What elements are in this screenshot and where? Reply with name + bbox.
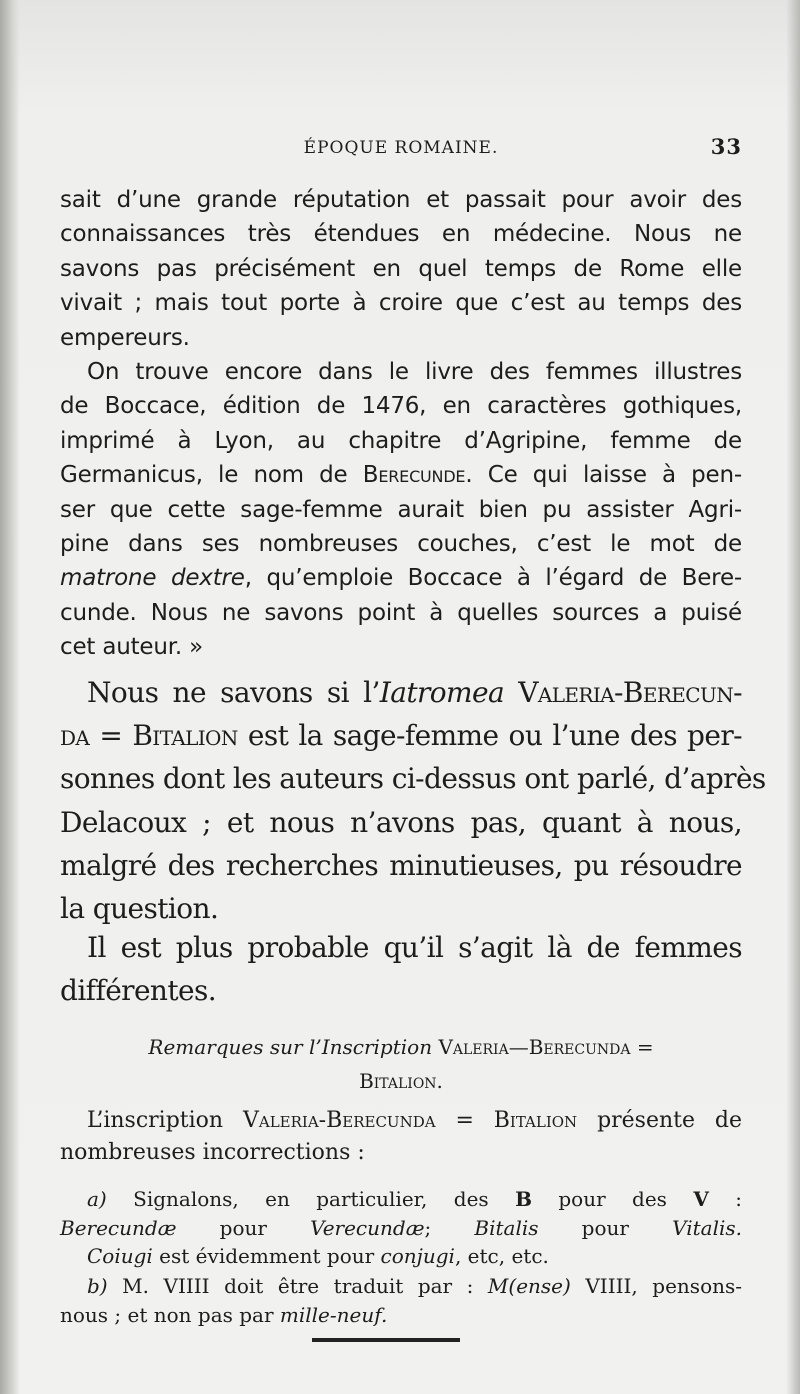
italic-term: matrone dextre bbox=[60, 565, 245, 592]
section-heading bbox=[60, 1030, 742, 1098]
text-line: imprimé à Lyon, au chapitre d’Agripine, femme de bbox=[60, 427, 742, 454]
text-run: , qu’emploie Boccace à l’égard de Bere- bbox=[244, 565, 742, 592]
letter-b: B bbox=[515, 1187, 532, 1211]
text-run: M. VIIII doit être traduit par : bbox=[107, 1274, 488, 1298]
text-line: malgré des recherches minutieuses, pu résoudre bbox=[60, 848, 742, 882]
letter-v: V bbox=[693, 1187, 709, 1211]
text-line: Delacoux ; et nous n’avons pas, quant à nous, bbox=[60, 805, 742, 839]
text-run: est évidemment pour bbox=[152, 1244, 381, 1268]
text-run: Germanicus, le nom de bbox=[60, 462, 348, 489]
text-run: est la sage-femme ou l’une des per- bbox=[237, 719, 742, 753]
text-run: nous ; et non pas par bbox=[60, 1302, 280, 1327]
text-run: Nous ne savons si l’ bbox=[87, 676, 380, 709]
text-run: pour bbox=[176, 1215, 311, 1240]
italic-term: mille-neuf. bbox=[279, 1302, 388, 1327]
italic-term: Berecundæ bbox=[60, 1215, 177, 1240]
name-bitalion: Bitalion bbox=[132, 719, 238, 753]
italic-term: conjugi bbox=[380, 1244, 455, 1268]
text-run: pour bbox=[538, 1215, 673, 1240]
text-line: différentes. bbox=[60, 974, 217, 1008]
remarks-intro bbox=[60, 1105, 742, 1169]
text-line bbox=[60, 671, 742, 714]
text-line: empereurs. bbox=[60, 324, 190, 351]
text-line: On trouve encore dans le livre des femmes illustres bbox=[87, 359, 742, 386]
text-run: = bbox=[435, 1108, 494, 1133]
text-line bbox=[60, 1301, 742, 1330]
heading-line bbox=[60, 1030, 742, 1064]
remark-b bbox=[60, 1272, 742, 1329]
heading-name: Valeria—Berecunda = bbox=[438, 1035, 654, 1059]
heading-line bbox=[60, 1064, 742, 1098]
page-edge-shadow-right bbox=[786, 0, 800, 1394]
italic-term: M(ense) bbox=[487, 1274, 571, 1298]
page-number: 33 bbox=[710, 134, 742, 159]
text-line bbox=[60, 714, 742, 757]
text-line bbox=[60, 1105, 742, 1137]
italic-term: Coiugi bbox=[87, 1244, 153, 1268]
text-line bbox=[60, 1185, 742, 1214]
running-header bbox=[60, 134, 742, 164]
text-run: pour des bbox=[531, 1187, 694, 1211]
text-line: sonnes dont les auteurs ci-dessus ont parlé, d’après bbox=[60, 762, 766, 796]
name-bitalion: Bitalion bbox=[493, 1108, 578, 1133]
text-line: pine dans ses nombreuses couches, c’est le mot de bbox=[60, 531, 742, 558]
heading-name: Bitalion. bbox=[359, 1069, 443, 1093]
text-line: nombreuses incorrections : bbox=[60, 1140, 365, 1165]
second-paragraph bbox=[60, 926, 742, 1012]
text-line bbox=[60, 1272, 742, 1301]
text-line: cunde. Nous ne savons point à quelles sources a puisé bbox=[60, 599, 742, 626]
main-paragraph bbox=[60, 671, 766, 930]
italic-term: Iatromea bbox=[379, 676, 505, 709]
text-line: la question. bbox=[60, 892, 219, 926]
text-run: présente de bbox=[577, 1108, 743, 1133]
text-run bbox=[504, 676, 518, 709]
text-run: = bbox=[89, 719, 133, 753]
text-line bbox=[60, 1214, 742, 1243]
text-run: . Ce qui laisse à pen- bbox=[465, 462, 742, 489]
italic-term: Bitalis bbox=[474, 1215, 539, 1240]
text-line bbox=[60, 458, 742, 492]
quoted-passage bbox=[60, 183, 742, 665]
text-run: L’inscription bbox=[87, 1108, 224, 1133]
italic-term: Verecundæ bbox=[310, 1215, 425, 1240]
item-label: a) bbox=[87, 1187, 107, 1211]
text-line: de Boccace, édition de 1476, en caractères gothiques, bbox=[60, 393, 742, 420]
text-run: Signalons, en particulier, des bbox=[106, 1187, 516, 1211]
text-run: VIIII, pensons- bbox=[570, 1274, 743, 1298]
text-line: cet auteur. » bbox=[60, 634, 203, 661]
text-line bbox=[60, 561, 742, 595]
text-line: connaissances très étendues en médecine. Nous ne bbox=[60, 221, 742, 248]
text-line bbox=[60, 1242, 742, 1271]
text-run: ; bbox=[424, 1215, 475, 1240]
text-run: , etc, etc. bbox=[454, 1244, 549, 1268]
italic-term: Vitalis. bbox=[672, 1215, 742, 1240]
text-line: Il est plus probable qu’il s’agit là de femmes bbox=[87, 931, 742, 964]
name-valeria-berecunda: Valeria-Berecun- bbox=[518, 676, 742, 709]
name-valeria-berecunda: Valeria-Berecunda bbox=[242, 1108, 436, 1133]
closing-rule bbox=[312, 1338, 460, 1342]
page-edge-shadow-left bbox=[0, 0, 20, 1394]
name-berecunde: Berecunde bbox=[362, 462, 466, 489]
text-line: ser que cette sage-femme aurait bien pu assister Agri- bbox=[60, 496, 742, 523]
item-label: b) bbox=[87, 1274, 108, 1298]
text-line: sait d’une grande réputation et passait pour avoir des bbox=[60, 187, 742, 213]
text-run: : bbox=[708, 1187, 742, 1211]
text-line: vivait ; mais tout porte à croire que c’est au temps des bbox=[60, 290, 742, 317]
name-fragment: da bbox=[60, 719, 90, 753]
text-line: savons pas précisément en quel temps de Rome elle bbox=[60, 255, 742, 282]
running-title: ÉPOQUE ROMAINE. bbox=[303, 138, 499, 158]
remark-a bbox=[60, 1185, 742, 1271]
heading-italic: Remarques sur l’Inscription bbox=[148, 1035, 433, 1059]
